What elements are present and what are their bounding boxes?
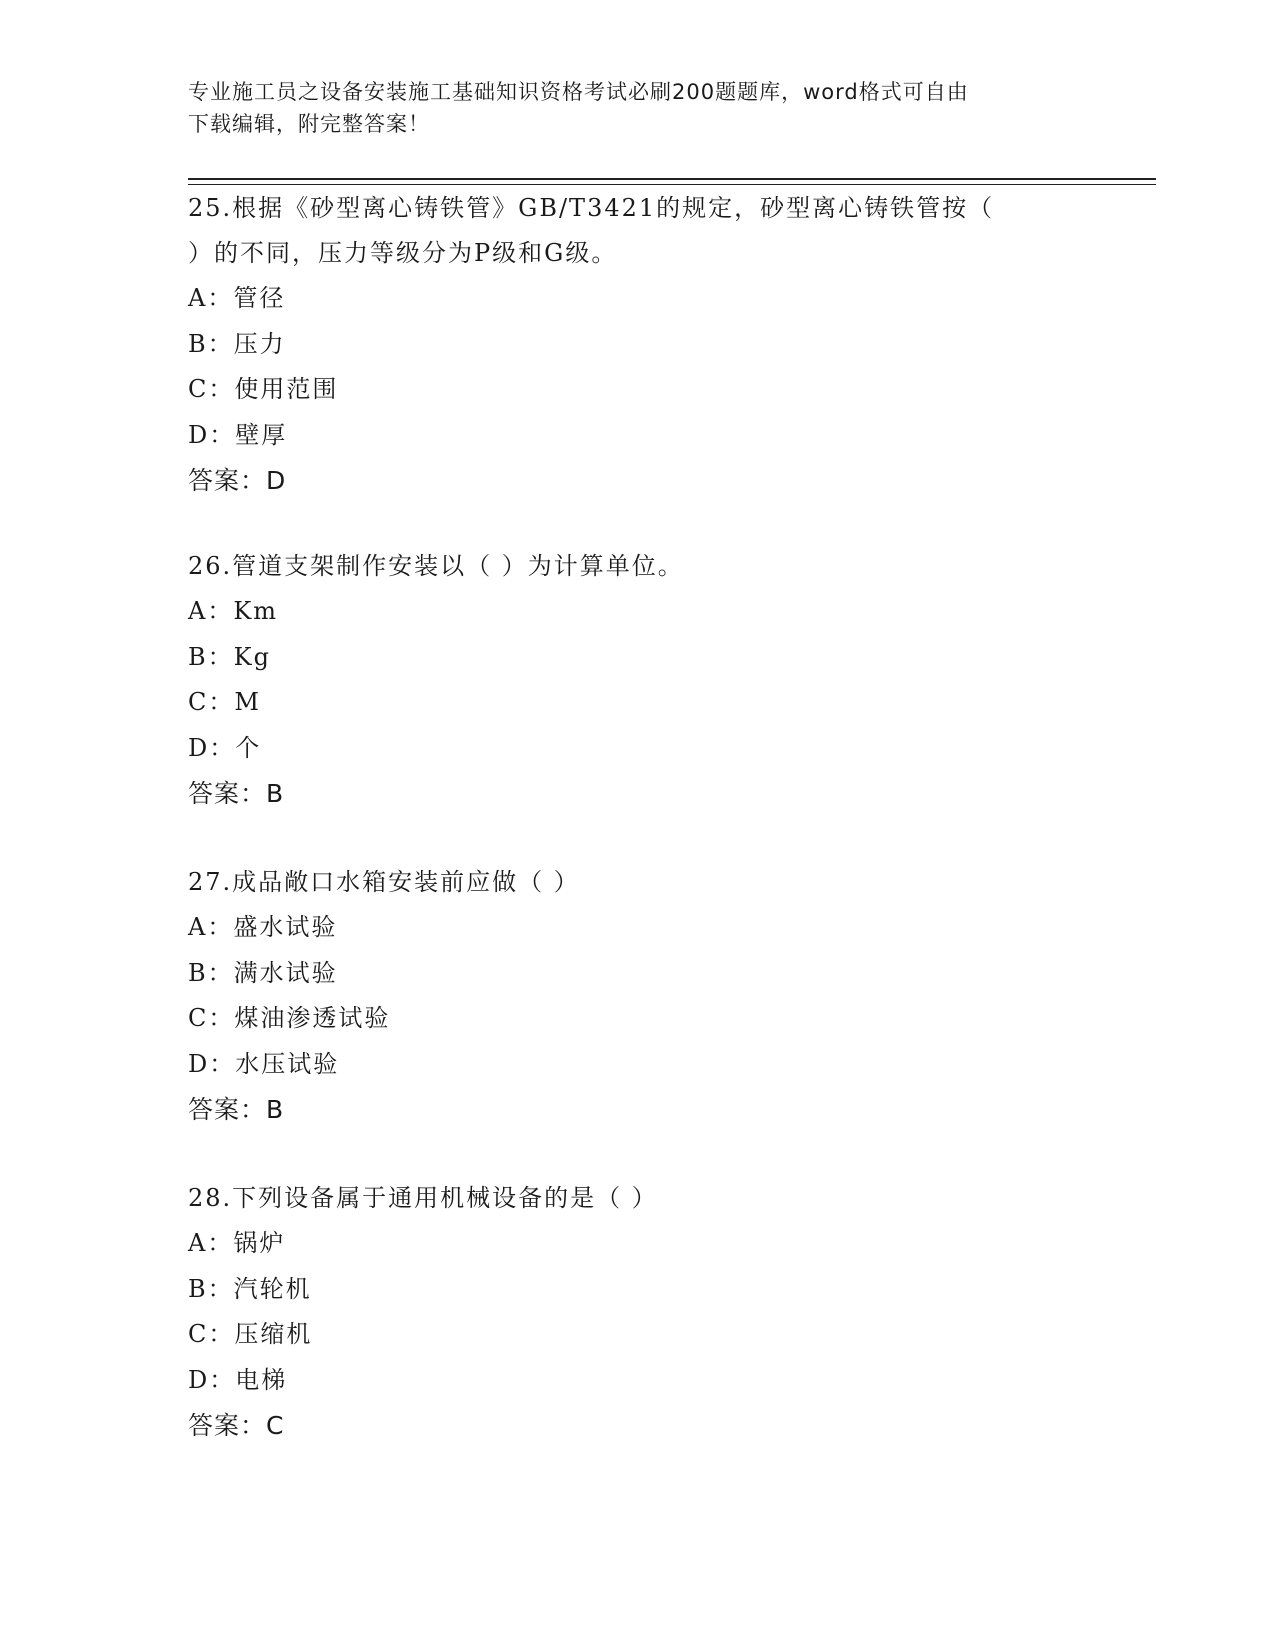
question-stem-line-1: 28.下列设备属于通用机械设备的是（ ） <box>188 1184 658 1212</box>
answer: 答案：B <box>188 1095 285 1124</box>
header-divider-thin <box>188 184 1156 185</box>
question-stem <box>188 186 1088 276</box>
question-26 <box>188 544 1088 816</box>
option-a: A：管径 <box>188 284 286 312</box>
question-stem-line-2: ）的不同，压力等级分为P级和G级。 <box>188 239 618 267</box>
option-c: C：煤油渗透试验 <box>188 1004 391 1032</box>
option-b: B：满水试验 <box>188 958 338 987</box>
option-a: A：Km <box>188 597 279 625</box>
option-d: D：壁厚 <box>188 420 288 449</box>
option-b: B：Kg <box>188 642 271 671</box>
header-line-1: 专业施工员之设备安装施工基础知识资格考试必刷200题题库，word格式可自由 <box>188 80 969 104</box>
option-d: D：个 <box>188 733 262 762</box>
option-a: A：锅炉 <box>188 1229 286 1257</box>
document-header <box>188 76 1068 140</box>
option-b: B：压力 <box>188 329 286 358</box>
option-c: C：M <box>188 688 261 716</box>
option-b: B：汽轮机 <box>188 1274 312 1303</box>
option-c: C：压缩机 <box>188 1320 313 1348</box>
answer: 答案：B <box>188 779 285 808</box>
question-stem-line-1: 25.根据《砂型离心铸铁管》GB/T3421的规定，砂型离心铸铁管按（ <box>188 194 995 222</box>
header-line-2: 下载编辑，附完整答案！ <box>188 112 430 136</box>
question-stem <box>188 860 1088 905</box>
option-d: D：电梯 <box>188 1365 288 1394</box>
question-25 <box>188 186 1088 503</box>
question-stem <box>188 544 1088 589</box>
answer: 答案：D <box>188 466 287 495</box>
question-28 <box>188 1176 1088 1448</box>
header-divider-thick <box>188 178 1156 180</box>
option-c: C：使用范围 <box>188 375 339 403</box>
option-a: A：盛水试验 <box>188 913 338 941</box>
question-stem <box>188 1176 1088 1221</box>
question-27 <box>188 860 1088 1132</box>
option-d: D：水压试验 <box>188 1049 340 1078</box>
question-stem-line-1: 26.管道支架制作安装以（ ）为计算单位。 <box>188 552 684 580</box>
answer: 答案：C <box>188 1411 285 1440</box>
question-stem-line-1: 27.成品敞口水箱安装前应做（ ） <box>188 868 580 896</box>
